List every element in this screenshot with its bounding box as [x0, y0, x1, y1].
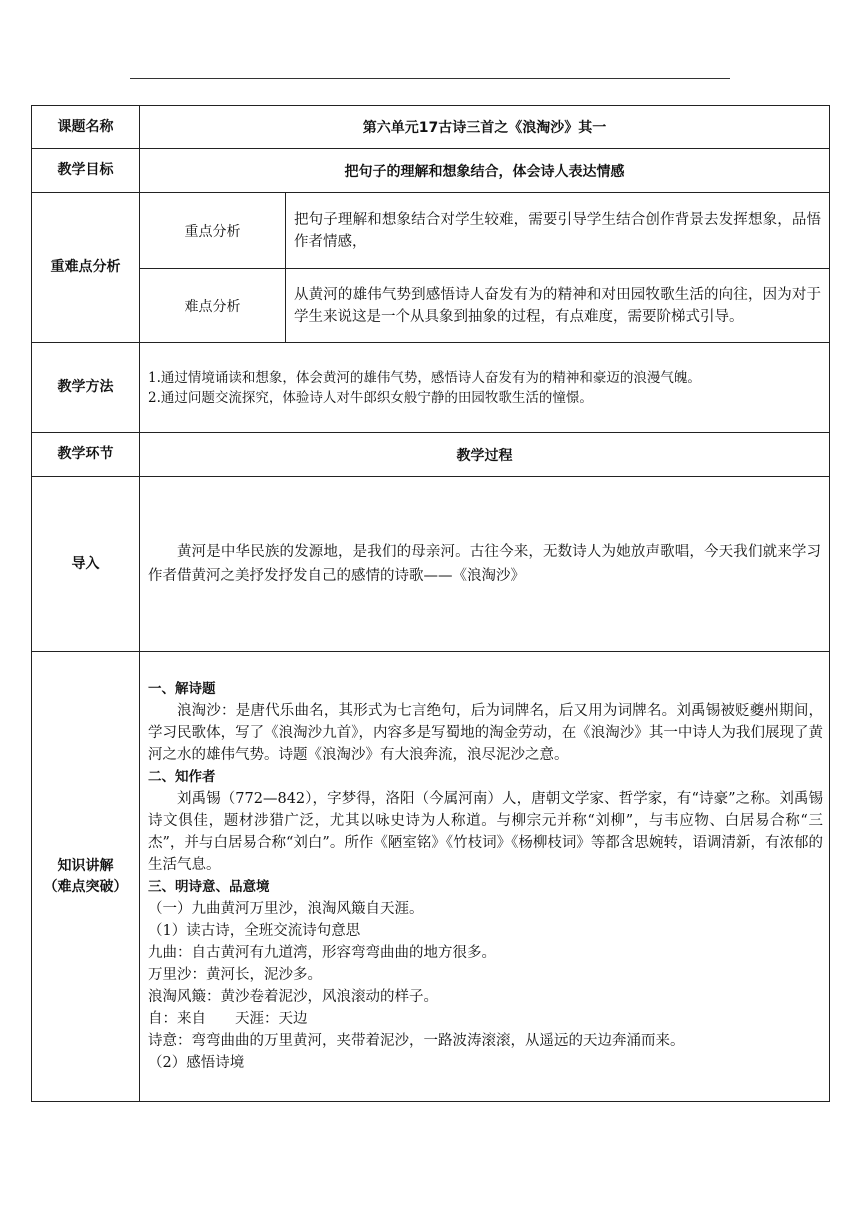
intro-content — [140, 477, 830, 652]
title-value: 第六单元17古诗三首之《浪淘沙》其一 — [140, 106, 830, 149]
method-label: 教学方法 — [32, 343, 140, 433]
row-key-point — [32, 193, 830, 269]
row-hard-point — [32, 269, 830, 343]
hard-point-text: 从黄河的雄伟气势到感悟诗人奋发有为的精神和对田园牧歌生活的向往，因为对于学生来说这是一个从具象到抽象的过程，有点难度，需要阶梯式引导。 — [286, 269, 830, 343]
knowledge-label-line1: 知识讲解 — [57, 857, 114, 874]
row-intro — [32, 477, 830, 652]
section-paragraph: 浪淘沙：是唐代乐曲名，其形式为七言绝句，后为词牌名，后又用为词牌名。刘禹锡被贬夔州期间，学习民歌体，写了《浪淘沙九首》，内容多是写蜀地的淘金劳动，在《浪淘沙》其一中诗人为我们展现了黄河之水的雄伟气势。诗题《浪淘沙》有大浪奔流，浪尽泥沙之意。 — [148, 703, 824, 763]
content-line: （1）读古诗，全班交流诗句意思 — [148, 923, 361, 939]
method-item: 2.通过问题交流探究，体验诗人对牛郎织女般宁静的田园牧歌生活的憧憬。 — [148, 389, 593, 406]
hard-point-label: 难点分析 — [140, 269, 286, 343]
intro-label: 导入 — [32, 477, 140, 652]
method-content — [140, 343, 830, 433]
stage-label: 教学环节 — [32, 433, 140, 477]
goal-label: 教学目标 — [32, 149, 140, 193]
knowledge-content — [140, 652, 830, 1102]
key-point-label: 重点分析 — [140, 193, 286, 269]
intro-text: 黄河是中华民族的发源地，是我们的母亲河。古往今来，无数诗人为她放声歌唱，今天我们就来学习作者借黄河之美抒发抒发自己的感情的诗歌——《浪淘沙》 — [148, 544, 822, 584]
knowledge-label-line2: （难点突破） — [43, 878, 128, 895]
row-stage — [32, 433, 830, 477]
goal-value: 把句子的理解和想象结合，体会诗人表达情感 — [140, 149, 830, 193]
stage-value: 教学过程 — [140, 433, 830, 477]
row-knowledge — [32, 652, 830, 1102]
row-title — [32, 106, 830, 149]
content-line: 诗意：弯弯曲曲的万里黄河，夹带着泥沙，一路波涛滚滚，从遥远的天边奔涌而来。 — [148, 1033, 685, 1049]
knowledge-label — [32, 652, 140, 1102]
lesson-plan-table — [31, 105, 830, 1102]
content-line: （一）九曲黄河万里沙，浪淘风簸自天涯。 — [148, 901, 424, 917]
section-paragraph: 刘禹锡（772—842），字梦得，洛阳（今属河南）人，唐朝文学家、哲学家，有“诗豪”之称。刘禹锡诗文俱佳，题材涉猎广泛，尤其以咏史诗为人称道。与柳宗元并称“刘柳”，与韦应物、白居易合称“三杰”，并与白居易合称“刘白”。所作《陋室铭》《竹枝词》《杨柳枝词》等都含思婉转，语调清新，有浓郁的生活气息。 — [148, 791, 824, 873]
analysis-label: 重难点分析 — [32, 193, 140, 343]
content-line: 浪淘风簸：黄沙卷着泥沙，风浪滚动的样子。 — [148, 989, 438, 1005]
row-goal — [32, 149, 830, 193]
method-item: 1.通过情境诵读和想象，体会黄河的雄伟气势，感悟诗人奋发有为的精神和豪迈的浪漫气魄。 — [148, 369, 701, 386]
section-heading: 一、解诗题 — [148, 681, 216, 697]
key-point-text: 把句子理解和想象结合对学生较难，需要引导学生结合创作背景去发挥想象，品悟作者情感， — [286, 193, 830, 269]
section-heading: 三、明诗意、品意境 — [148, 879, 270, 895]
header-rule — [130, 78, 730, 79]
content-line: （2）感悟诗境 — [148, 1055, 245, 1071]
row-method — [32, 343, 830, 433]
section-heading: 二、知作者 — [148, 769, 216, 785]
content-line: 万里沙：黄河长，泥沙多。 — [148, 967, 322, 983]
content-line: 自：来自 天涯：天边 — [148, 1011, 308, 1027]
content-line: 九曲：自古黄河有九道湾，形容弯弯曲曲的地方很多。 — [148, 945, 496, 961]
title-label: 课题名称 — [32, 106, 140, 149]
